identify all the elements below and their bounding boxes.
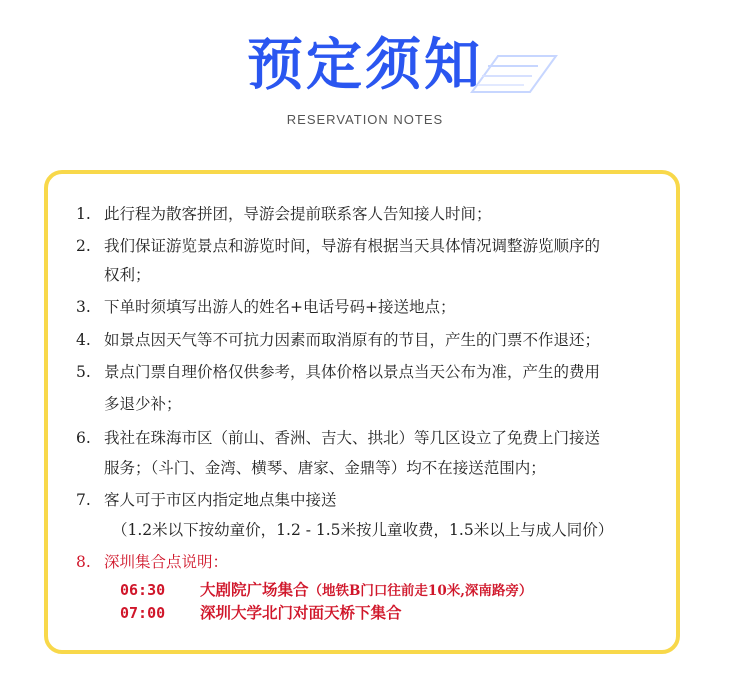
note-text: 服务；（斗门、金湾、横琴、唐家、金鼎等）均不在接送范围内；: [104, 459, 546, 477]
note-text: 我社在珠海市区（前山、香洲、吉大、拱北）等几区设立了免费上门接送: [104, 429, 601, 447]
meeting-time: 06:30: [120, 581, 166, 599]
note-number: 5.: [76, 363, 91, 381]
note-item-1: [76, 202, 492, 226]
note-item-5-cont: [76, 392, 182, 416]
note-item-3: [76, 295, 455, 319]
note-item-8: [76, 550, 228, 574]
note-item-5: [76, 360, 600, 384]
note-text: 景点门票自理价格仅供参考，具体价格以景点当天公布为准，产生的费用: [104, 363, 601, 381]
note-text: 我们保证游览景点和游览时间，导游有根据当天具体情况调整游览顺序的: [104, 237, 601, 255]
meeting-point-2: [120, 601, 402, 625]
note-number: 6.: [76, 429, 91, 447]
page-subtitle: RESERVATION NOTES: [286, 112, 444, 127]
note-text: （1.2米以下按幼童价，1.2 - 1.5米按儿童收费，1.5米以上与成人同价）: [112, 521, 614, 539]
meeting-note: （地铁B门口往前走10米,深南路旁）: [308, 583, 533, 599]
note-number: 7.: [76, 491, 91, 509]
note-number: 4.: [76, 331, 91, 349]
note-text: 此行程为散客拼团，导游会提前联系客人告知接人时间；: [104, 205, 492, 223]
note-item-7: [76, 488, 337, 512]
note-item-6: [76, 426, 600, 450]
note-number: 3.: [76, 298, 91, 316]
meeting-point-1: [120, 578, 532, 603]
meeting-time: 07:00: [120, 604, 166, 622]
note-text: 多退少补；: [104, 395, 182, 413]
note-item-6-cont: [76, 456, 546, 480]
meeting-place: 大剧院广场集合: [200, 580, 309, 599]
page-title: 预定须知: [247, 33, 483, 98]
note-item-7-cont: [76, 518, 613, 542]
meeting-place: 深圳大学北门对面天桥下集合: [200, 603, 402, 622]
note-text: 权利；: [104, 266, 151, 284]
note-number: 2.: [76, 237, 91, 255]
note-number: 1.: [76, 205, 91, 223]
note-item-4: [76, 328, 600, 352]
note-text: 下单时须填写出游人的姓名+电话号码+接送地点；: [104, 298, 456, 316]
note-text: 如景点因天气等不可抗力因素而取消原有的节目，产生的门票不作退还；: [104, 331, 601, 349]
shenzhen-heading: 深圳集合点说明：: [104, 553, 229, 571]
note-item-2: [76, 234, 600, 258]
note-number: 8.: [76, 553, 91, 571]
note-item-2-cont: [76, 263, 151, 287]
note-text: 客人可于市区内指定地点集中接送: [104, 491, 337, 509]
